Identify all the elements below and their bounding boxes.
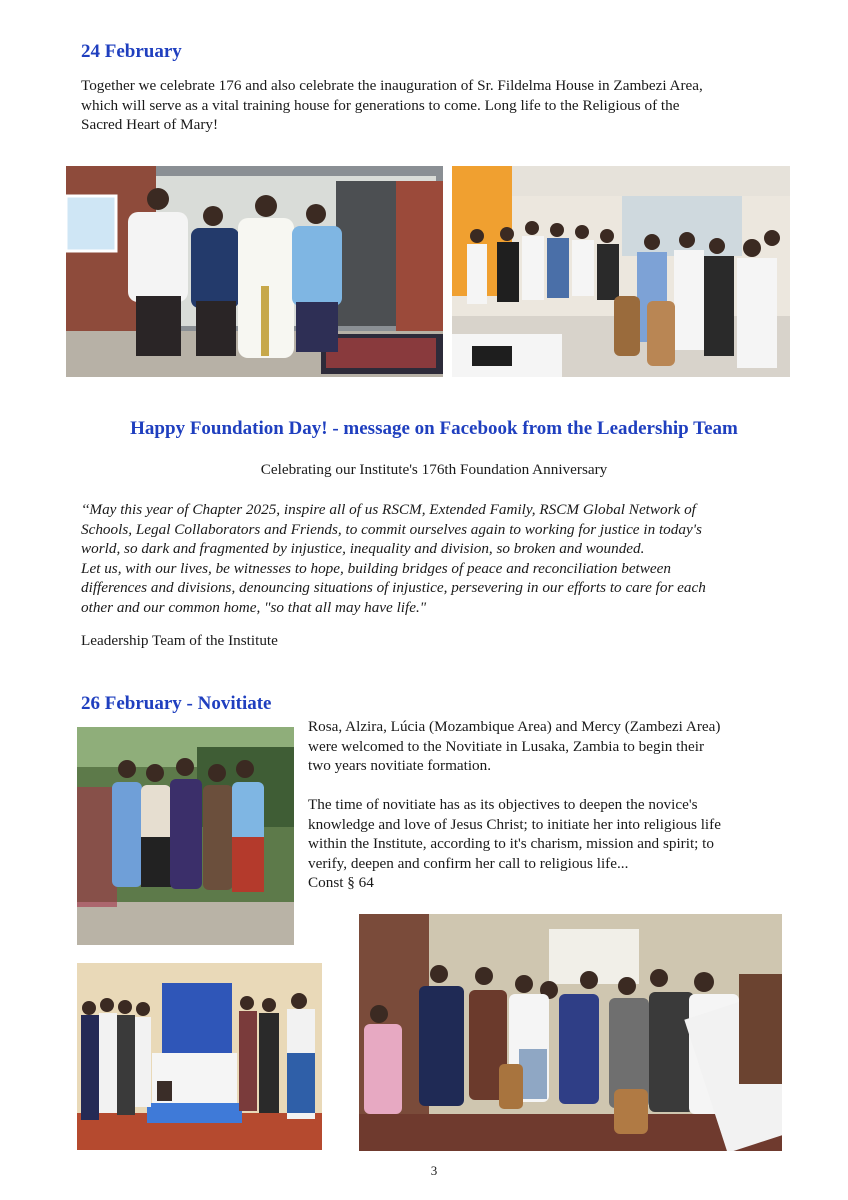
- novitiate-paragraph-1: [308, 717, 808, 776]
- quote-line: other and our common home, "so that all may have life.": [81, 598, 427, 616]
- photo-celebration-drums: [452, 166, 790, 377]
- text-line: The time of novitiate has as its objectives to deepen the novice's: [308, 796, 698, 813]
- heading-novitiate: 26 February - Novitiate: [81, 693, 272, 714]
- page-number: 3: [430, 1163, 438, 1178]
- quote-signature: Leadership Team of the Institute: [81, 632, 278, 649]
- text-line: were welcomed to the Novitiate in Lusaka, Zambia to begin their: [308, 737, 705, 755]
- text-line: Sacred Heart of Mary!: [81, 116, 219, 134]
- quote-line: differences and divisions, denouncing situations of injustice, persevering in our efforts to care for each: [81, 579, 706, 597]
- quote-line: ‘‘May this year of Chapter 2025, inspire all of us RSCM, Extended Family, RSCM Global Network of: [81, 501, 696, 518]
- text-line: two years novitiate formation.: [308, 757, 492, 775]
- text-line: Rosa, Alzira, Lúcia (Mozambique Area) and Mercy (Zambezi Area): [308, 718, 721, 735]
- photo-house-inauguration: [66, 166, 443, 377]
- text-line: within the Institute, according to it's charism, mission and spirit; to: [308, 835, 714, 853]
- text-line: which will serve as a vital training house for generations to come. Long life to the Religious of the: [81, 96, 680, 114]
- photo-novices-garden: [77, 727, 294, 945]
- novitiate-paragraph-2: [308, 795, 808, 893]
- text-line: Together we celebrate 176 and also celebrate the inauguration of Sr. Fildelma House in Zambezi Area,: [81, 77, 703, 94]
- section1-paragraph: [81, 76, 801, 135]
- leadership-quote: [81, 500, 811, 618]
- quote-line: Schools, Legal Collaborators and Friends, to commit ourselves again to working for justice in today's: [81, 520, 702, 538]
- quote-line: world, so dark and fragmented by injustice, inequality and division, so broken and wounded.: [81, 540, 645, 558]
- foundation-subtitle: Celebrating our Institute's 176th Foundation Anniversary: [260, 461, 608, 478]
- text-line: verify, deepen and confirm her call to religious life...: [308, 854, 629, 872]
- heading-foundation-day: Happy Foundation Day! - message on Facebook from the Leadership Team: [130, 418, 738, 439]
- photo-singing-novitiate: [359, 914, 782, 1151]
- photo-chapel-group: [77, 963, 322, 1150]
- text-line: knowledge and love of Jesus Christ; to initiate her into religious life: [308, 815, 721, 833]
- text-line: Const § 64: [308, 874, 374, 892]
- quote-line: Let us, with our lives, be witnesses to hope, building bridges of peace and reconciliation between: [81, 559, 671, 577]
- heading-24-february: 24 February: [81, 41, 182, 62]
